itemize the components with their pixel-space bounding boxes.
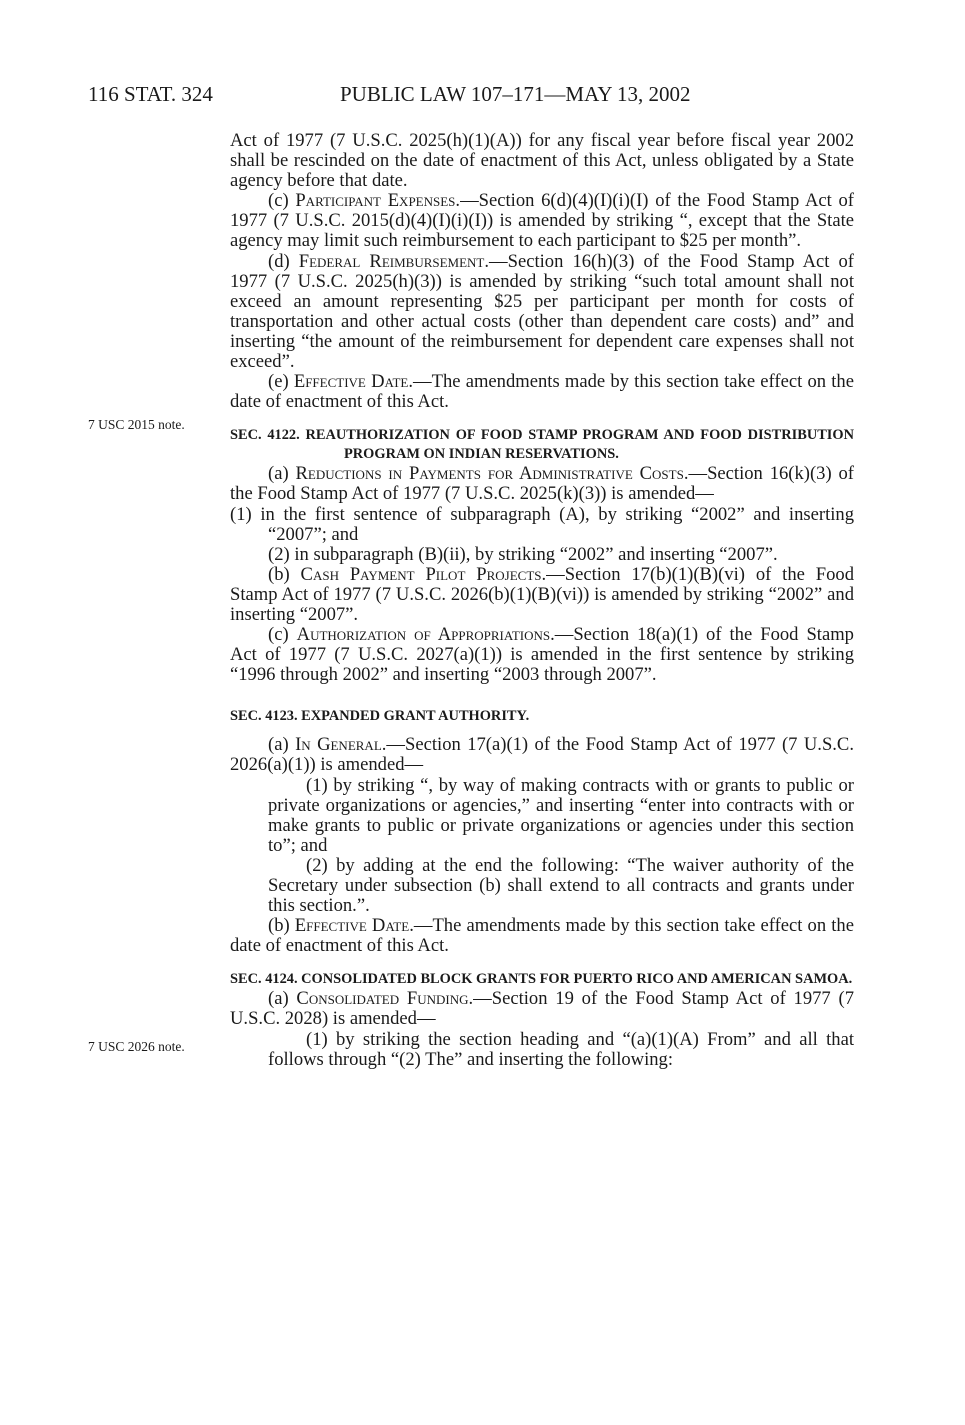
clause-4123-a1: (1) by striking “, by way of making contracts with or grants to public or private organizations or agencies,” and inserting “enter into contracts with or make grants to public or private organizations or agencies under this section to”; and xyxy=(268,774,854,856)
paragraph-label: (a) xyxy=(268,734,296,756)
paragraph-label: (d) xyxy=(268,250,299,272)
page-header xyxy=(88,82,788,112)
paragraph-heading: Reductions in Payments for Administrative Costs. xyxy=(295,463,689,485)
paragraph-text: —Section 19 of the Food Stamp Act of 1977 (7 U.S.C. 2028) is amended— xyxy=(230,988,854,1030)
paragraph-d-federal-reimbursement xyxy=(230,252,854,373)
clause-4123-a2: (2) by adding at the end the following: “The waiver authority of the Secretary under subsection (b) shall extend to all contracts and grants under this section.”. xyxy=(268,854,854,917)
public-law-title: PUBLIC LAW 107–171—MAY 13, 2002 xyxy=(340,82,691,106)
paragraph-text: —Section 18(a)(1) of the Food Stamp Act of 1977 (7 U.S.C. 2027(a)(1)) is amended in the first sentence by striking “1996 through 2002” and inserting “2003 through 2007”. xyxy=(230,624,854,686)
paragraph-text: —Section 16(h)(3) of the Food Stamp Act of 1977 (7 U.S.C. 2025(h)(3)) is amended by striking “such total amount shall not exceed an amount representing $25 per participant per month for costs of transportation and other actual costs (other than dependent care costs) and” and inserting “the amount of the reimbursement for dependent care expenses shall not exceed”. xyxy=(230,250,854,373)
paragraph-heading: Authorization of Appropriations. xyxy=(296,624,555,646)
paragraph-label: (e) xyxy=(268,371,294,393)
clause-4122-a1: (1) in the first sentence of subparagraph (A), by striking “2002” and inserting “2007”; and xyxy=(230,503,854,545)
paragraph-4124-a xyxy=(230,989,854,1029)
paragraph-e-effective-date xyxy=(230,372,854,412)
paragraph-heading: Cash Payment Pilot Projects. xyxy=(300,563,547,585)
section-heading-4122: SEC. 4122. REAUTHORIZATION OF FOOD STAMP PROGRAM AND FOOD DISTRIBUTION PROGRAM ON INDIAN RESERVATIONS. xyxy=(230,427,854,463)
paragraph-4123-b xyxy=(230,916,854,956)
paragraph-heading: Participant Expenses. xyxy=(295,190,461,212)
clause-4124-a1: (1) by striking the section heading and “(a)(1)(A) From” and all that follows through “(2) The” and inserting the following: xyxy=(268,1028,854,1070)
paragraph-4122-b xyxy=(230,565,854,625)
paragraph-text: —The amendments made by this section take effect on the date of enactment of this Act. xyxy=(230,371,854,413)
paragraph-heading: Federal Reimbursement. xyxy=(298,250,490,272)
paragraph-text: —The amendments made by this section take effect on the date of enactment of this Act. xyxy=(230,915,854,957)
paragraph-label: (a) xyxy=(268,988,297,1010)
paragraph-heading: Consolidated Funding. xyxy=(296,988,474,1010)
paragraph-text: —Section 17(a)(1) of the Food Stamp Act of 1977 (7 U.S.C. 2026(a)(1)) is amended— xyxy=(230,734,854,776)
stat-page-reference: 116 STAT. 324 xyxy=(88,82,213,106)
paragraph-heading: In General. xyxy=(295,734,387,756)
paragraph-label: (c) xyxy=(268,624,297,646)
document-body xyxy=(230,131,854,1070)
paragraph-heading: Effective Date. xyxy=(293,371,413,393)
section-heading-4123: SEC. 4123. EXPANDED GRANT AUTHORITY. xyxy=(230,708,530,725)
clause-4122-a2: (2) in subparagraph (B)(ii), by striking “2002” and inserting “2007”. xyxy=(268,543,778,565)
paragraph-label: (a) xyxy=(268,463,296,485)
paragraph-continuation: Act of 1977 (7 U.S.C. 2025(h)(1)(A)) for any fiscal year before fiscal year 2002 shall be rescinded on the date of enactment of this Act, unless obligated by a State agency before that date. xyxy=(230,130,854,192)
paragraph-label: (b) xyxy=(268,563,301,585)
paragraph-heading: Effective Date. xyxy=(294,915,414,937)
paragraph-4122-c xyxy=(230,625,854,685)
paragraph-4122-a xyxy=(230,464,854,504)
margin-note-2015: 7 USC 2015 note. xyxy=(88,417,185,432)
paragraph-text: —Section 17(b)(1)(B)(vi) of the Food Stamp Act of 1977 (7 U.S.C. 2026(b)(1)(B)(vi)) is amended by striking “2002” and inserting “2007”. xyxy=(230,563,854,625)
paragraph-label: (c) xyxy=(268,190,296,212)
paragraph-text: —Section 16(k)(3) of the Food Stamp Act of 1977 (7 U.S.C. 2025(k)(3)) is amended— xyxy=(230,463,854,505)
paragraph-4123-a xyxy=(230,735,854,775)
section-heading-4124: SEC. 4124. CONSOLIDATED BLOCK GRANTS FOR PUERTO RICO AND AMERICAN SAMOA. xyxy=(230,971,853,988)
paragraph-c-participant-expenses xyxy=(230,191,854,251)
paragraph-label: (b) xyxy=(268,915,295,937)
margin-note-2026: 7 USC 2026 note. xyxy=(88,1039,185,1054)
paragraph-text: —Section 6(d)(4)(I)(i)(I) of the Food Stamp Act of 1977 (7 U.S.C. 2015(d)(4)(I)(i)(I)) is amended by striking “, except that the State agency may limit such reimbursement to each participant to $25 per month”. xyxy=(230,190,854,252)
